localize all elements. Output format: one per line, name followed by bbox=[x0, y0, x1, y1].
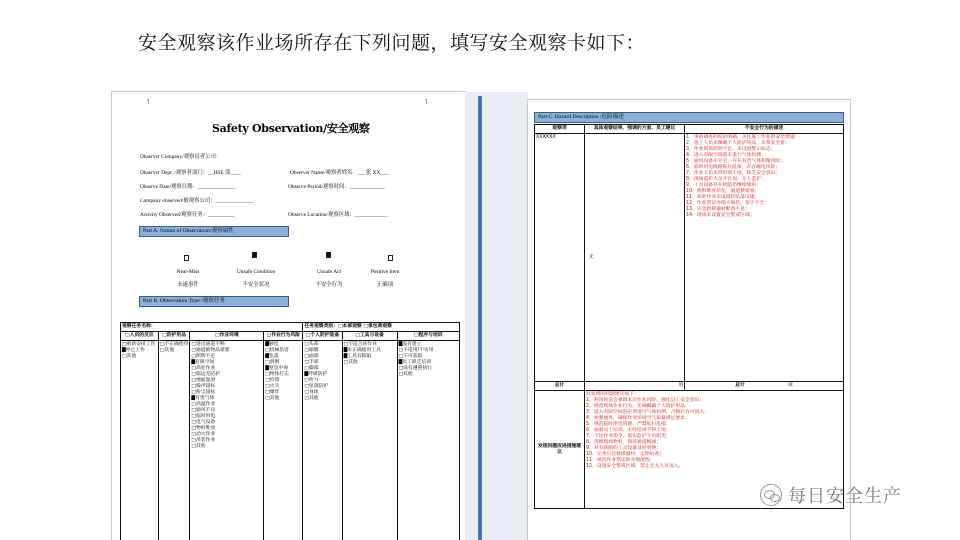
list-item[interactable]: □其他 bbox=[304, 396, 319, 401]
part-b-bar: Part B. Observation Type /观察任务 bbox=[139, 296, 289, 307]
list-item: 2、规范现场作业行为，正确佩戴个人防护用品； bbox=[586, 404, 690, 409]
corner-mark: ˥ bbox=[424, 98, 428, 106]
total-value-right: 项 bbox=[787, 383, 793, 388]
col-header-people: □人员的反应 bbox=[121, 332, 159, 341]
list-item: 1、利用班前会强调本次作业风险，强化员工安全意识； bbox=[586, 398, 705, 403]
list-item: 6、临时用电线路私拉乱接，存在触电风险； bbox=[686, 165, 781, 170]
list-item: 4、加强通风，确保作业环境空气质量满足要求； bbox=[586, 416, 690, 421]
safety-observation-card-page bbox=[112, 92, 465, 540]
list-item[interactable]: □灼烫 bbox=[265, 378, 280, 383]
list-item: 7、作业人员未经培训上岗，缺乏安全意识； bbox=[686, 171, 781, 176]
list-item[interactable]: □照明不足 bbox=[191, 354, 216, 359]
row-result: 无 bbox=[585, 134, 685, 382]
list-item[interactable]: □电气设备 bbox=[191, 420, 216, 425]
field-observer-company: Observer Company/观察员者公司： bbox=[140, 154, 222, 160]
list-item[interactable]: ▇窒息中毒 bbox=[265, 366, 289, 371]
field-company-observed: Company observed/被观察公司：______________ bbox=[140, 198, 254, 204]
list-item[interactable]: □其他 bbox=[122, 354, 137, 359]
document-gap bbox=[465, 92, 528, 540]
list-item[interactable]: ▇触电 bbox=[265, 342, 279, 347]
nature-checkbox-positive-item[interactable] bbox=[388, 255, 393, 261]
list-item: 11、规范作业票证的办理流程； bbox=[586, 458, 655, 463]
list-item[interactable]: □物料堆放 bbox=[191, 426, 216, 431]
list-item[interactable]: □火灾 bbox=[265, 384, 280, 389]
countermeasure-label: 发现问题改进措施建议 bbox=[535, 391, 585, 509]
list-item: 5、规范临时用电管理，严禁私拉乱接； bbox=[586, 422, 671, 427]
part-a-bar: Part A. Nature of Observation/观察属性 bbox=[139, 226, 289, 237]
field-observer-name: Observer Name/观察者姓名：___张 XX___ bbox=[290, 170, 389, 176]
col-items-risk bbox=[264, 341, 303, 540]
total-label-right: 总计 bbox=[735, 383, 745, 388]
list-item: 1、事故调查的结论明确，关注施工作业的安全措施； bbox=[686, 135, 800, 140]
list-item: 12、作业票证办理不规范，签字不全； bbox=[686, 201, 769, 206]
field-observe-date: Observe Date/观察日期：______________ bbox=[140, 184, 236, 190]
list-item[interactable]: □进出通道不畅 bbox=[191, 342, 225, 347]
hazard-table bbox=[534, 124, 844, 509]
task-type-label: 任务观察类别：□本部观察 □承包商观察 bbox=[303, 323, 460, 332]
list-item[interactable]: □机械伤害 bbox=[265, 348, 289, 353]
col-header-tools: □工具与设备 bbox=[342, 332, 397, 341]
list-item[interactable]: □动火作业 bbox=[191, 432, 216, 437]
list-item: 8、清理现场物料，保持通道畅通； bbox=[586, 440, 662, 445]
scrollbar[interactable] bbox=[478, 96, 482, 540]
header-unsafe: 不安全行为的描述 bbox=[685, 125, 844, 134]
total-right-cell bbox=[685, 382, 844, 391]
row-item: XXXXXX bbox=[535, 134, 585, 382]
list-item[interactable]: □面部 bbox=[304, 354, 319, 359]
card-title: Safety Observation/安全观察 bbox=[212, 122, 370, 135]
list-item[interactable]: □不适用/不实用 bbox=[398, 348, 434, 353]
list-item: 12、设置安全警戒区域，禁止无关人员进入。 bbox=[586, 464, 684, 469]
list-item[interactable]: □物体打击 bbox=[265, 372, 289, 377]
list-item[interactable]: □临时用电 bbox=[191, 414, 216, 419]
col-header-risk: □作业行为风险 bbox=[264, 332, 303, 341]
list-item[interactable]: ▇没有建立 bbox=[398, 342, 422, 347]
list-item[interactable]: ▇未正确使用工具 bbox=[343, 348, 381, 353]
list-item: 11、高处作业未设置防坠落设施； bbox=[686, 195, 760, 200]
header-item: 观察项 bbox=[535, 125, 585, 134]
list-item: 8、现场监护人员不在岗，无人监护； bbox=[686, 177, 766, 182]
countermeasure-head: 对发现的问题建议如下： bbox=[586, 392, 639, 397]
list-item: 10、完善应急救援器材，定期检查； bbox=[586, 452, 665, 457]
col-header-procedure: □程序与培训 bbox=[397, 332, 459, 341]
list-item: 13、应急救援器材配备不足； bbox=[686, 207, 750, 212]
list-item: 9、工具设备存在缺陷仍继续使用； bbox=[686, 183, 762, 188]
list-item[interactable]: □不正确使用 bbox=[159, 342, 189, 347]
list-item: 4、进入有限空间前未进行气体检测； bbox=[686, 153, 766, 158]
total-value-left: 项 bbox=[585, 382, 685, 391]
field-observer-dept: Observer Dept. /观察者部门：__HSE 部____ bbox=[140, 170, 242, 176]
field-observe-period: Observe Period/观察时间：_____________ bbox=[288, 184, 385, 190]
watermark bbox=[760, 482, 902, 508]
list-item: 7、下达作业指令，落实监护人员职责； bbox=[586, 434, 671, 439]
list-item[interactable]: □爆炸 bbox=[265, 390, 280, 395]
list-item[interactable]: □听力 bbox=[304, 378, 319, 383]
list-item[interactable]: □通风不良 bbox=[191, 408, 216, 413]
task-name-label: 观察任务名称： bbox=[121, 323, 303, 332]
col-items-environment bbox=[190, 341, 264, 540]
wechat-icon bbox=[760, 484, 782, 506]
list-item[interactable]: □不适合该作业 bbox=[343, 342, 377, 347]
list-item[interactable]: □眼睛 bbox=[304, 348, 319, 353]
list-item[interactable]: □噪声超标 bbox=[191, 384, 216, 389]
field-activity-observed: Activity Observed/观察任务：__________ bbox=[140, 212, 236, 218]
list-item[interactable]: □坠落防护 bbox=[304, 384, 329, 389]
list-item[interactable]: □没有遵照执行 bbox=[398, 366, 432, 371]
list-item: 14、现场未设置安全警戒区域。 bbox=[686, 213, 755, 218]
list-item: 9、对有缺陷的工具设备及时更换； bbox=[586, 446, 662, 451]
list-item[interactable]: □重新安排工作 bbox=[122, 342, 156, 347]
list-item[interactable]: ▇停止工作 bbox=[122, 348, 145, 353]
list-item[interactable]: □其他 bbox=[343, 360, 358, 365]
col-header-ppe-use: □防护用品 bbox=[158, 332, 190, 341]
list-item[interactable]: □其他 bbox=[265, 396, 280, 401]
list-item: 5、通风设备未开启，存在有害气体积聚风险； bbox=[686, 159, 785, 164]
part-c-bar: Part C. Hazard Description /危险描述 bbox=[534, 112, 844, 123]
list-item[interactable]: □地面湿滑 bbox=[191, 378, 216, 383]
col-items-ppe-use bbox=[158, 341, 190, 540]
field-observe-location: Observe Location/观察区域：____________ bbox=[288, 212, 388, 218]
list-item[interactable]: □临边无防护 bbox=[191, 372, 220, 377]
observation-type-table bbox=[120, 322, 460, 540]
nature-checkbox-near-miss[interactable] bbox=[184, 255, 189, 261]
nature-checkbox-unsafe-act[interactable] bbox=[326, 252, 331, 258]
nature-label-unsafe-act: Unsafe Act 不安全行为 bbox=[315, 269, 343, 288]
header-result: 具体观察结果、强调的方面、员工建议 bbox=[585, 125, 685, 134]
list-item[interactable]: □滑倒 bbox=[265, 360, 280, 365]
list-item[interactable]: □高温作业 bbox=[191, 402, 216, 407]
list-item[interactable]: □其他 bbox=[191, 444, 206, 449]
list-item[interactable]: □脚部 bbox=[304, 366, 319, 371]
list-item[interactable]: □不可获取 bbox=[398, 354, 423, 359]
corner-mark: ˥ bbox=[146, 98, 150, 106]
list-item[interactable]: □高处作业 bbox=[191, 366, 216, 371]
col-items-ppe bbox=[303, 341, 342, 540]
col-items-people bbox=[121, 341, 159, 540]
list-item[interactable]: ▇员工缺乏培训 bbox=[398, 360, 432, 365]
nature-label-near-miss: Near-Miss 未遂事件 bbox=[176, 269, 200, 288]
col-header-environment: □作业环境 bbox=[190, 332, 264, 341]
total-label-left: 总计 bbox=[535, 382, 585, 391]
slide-title: 安全观察该作业场所存在下列问题，填写安全观察卡如下： bbox=[138, 32, 646, 54]
list-item: 6、加强员工培训，未经培训不得上岗； bbox=[586, 428, 671, 433]
list-item[interactable]: □吊装作业 bbox=[191, 438, 216, 443]
list-item[interactable]: ▇有害气体 bbox=[191, 396, 215, 401]
list-item: 3、进入有限空间前必须进行气体检测，合格后方可进入； bbox=[586, 410, 709, 415]
list-item[interactable]: ▇工具有缺陷 bbox=[343, 354, 372, 359]
col-header-ppe: □个人防护装备 bbox=[303, 332, 342, 341]
nature-checkbox-unsafe-condition[interactable] bbox=[252, 252, 257, 258]
nature-label-unsafe-condition: Unsafe Condition 不安全状况 bbox=[236, 269, 276, 288]
list-item[interactable]: ▇坠落 bbox=[265, 354, 279, 359]
list-item[interactable]: □粉尘超标 bbox=[191, 390, 216, 395]
list-item[interactable]: □头部 bbox=[304, 342, 319, 347]
list-item[interactable]: □身体 bbox=[304, 390, 319, 395]
list-item[interactable]: □其他 bbox=[398, 372, 413, 377]
watermark-text: 每日安全生产 bbox=[788, 486, 902, 507]
list-item: 3、作业现场照明不足，未设置警示标志； bbox=[686, 147, 776, 152]
unsafe-desc-cell bbox=[685, 134, 844, 382]
col-items-tools bbox=[342, 341, 397, 540]
list-item[interactable]: □通道被物品堵塞 bbox=[191, 348, 230, 353]
hazard-description-page bbox=[528, 100, 850, 540]
list-item[interactable]: □其他 bbox=[159, 348, 175, 353]
list-item[interactable]: □手部 bbox=[304, 360, 319, 365]
list-item[interactable]: ▇呼吸防护 bbox=[304, 372, 328, 377]
list-item: 2、施工人员未佩戴个人防护用品，未系安全带； bbox=[686, 141, 790, 146]
list-item: 10、物料堆放杂乱，通道被堵塞； bbox=[686, 189, 760, 194]
nature-label-positive-item: Positive Item 正确项 bbox=[370, 269, 400, 288]
col-items-procedure bbox=[397, 341, 459, 540]
list-item[interactable]: ▇有限空间 bbox=[191, 360, 215, 365]
